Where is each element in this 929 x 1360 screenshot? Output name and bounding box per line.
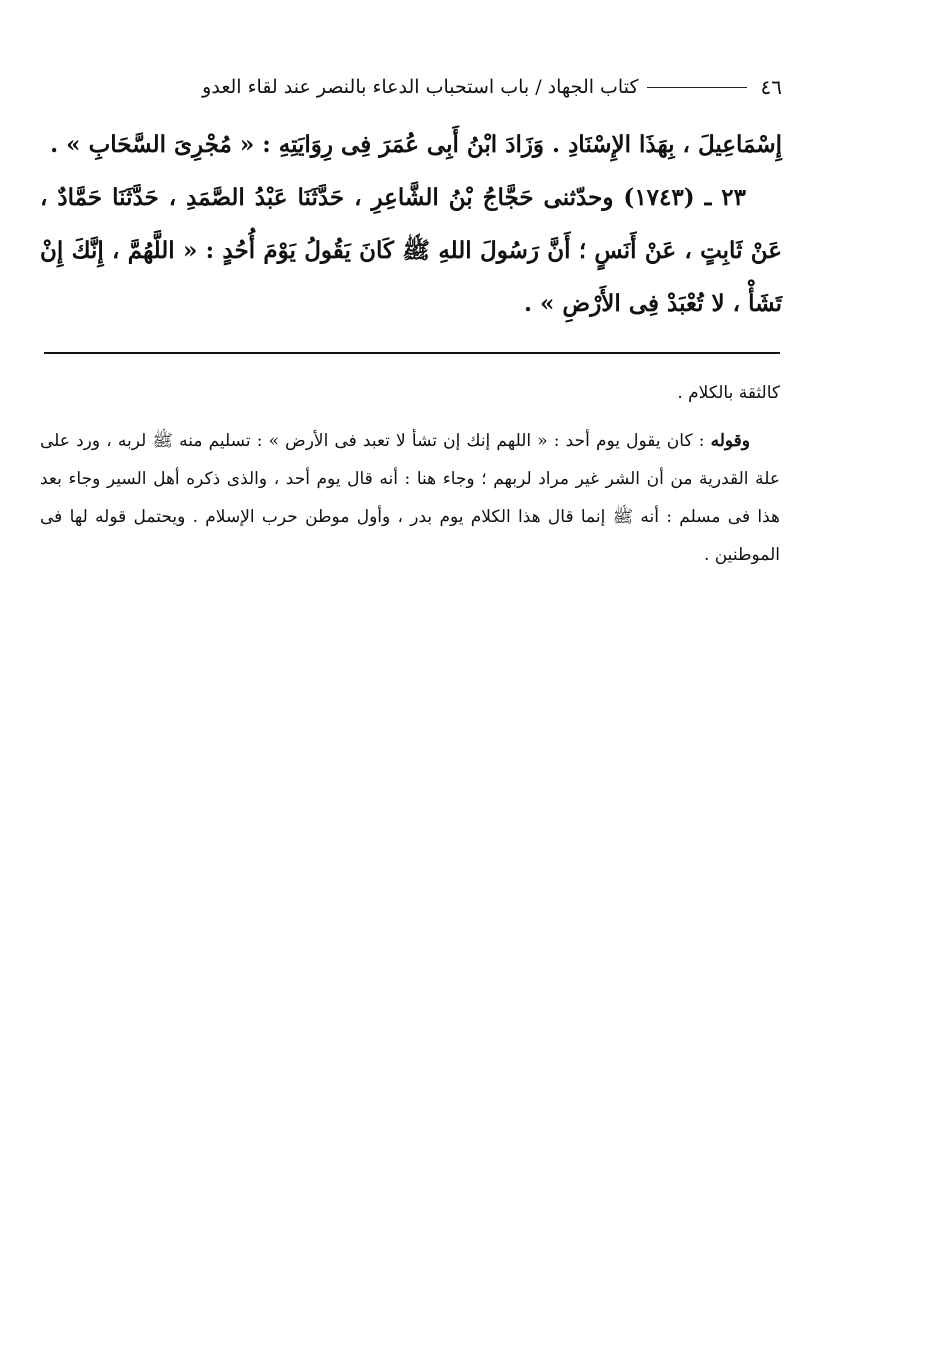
note-body: : كان يقول يوم أحد : « اللهم إنك إن تشأ لا تعبد فى الأرض » : تسليم منه ﷺ لربه ، ورد على علة القدرية من أن الشر غير مراد لربهم ؛ وجاء هنا : أنه قال يوم أحد ، والذى ذكره أهل السير وجاء بعد هذا فى مسلم : أنه ﷺ إنما قال هذا الكلام يوم بدر ، وأول موطن حرب الإسلام . ويحتمل قوله لها فى الموطنين . [40, 431, 780, 565]
hadith-paragraph-2: ٢٣ ـ (١٧٤٣) وحدّثنى حَجَّاجُ بْنُ الشَّاعِرِ ، حَدَّثَنَا عَبْدُ الصَّمَدِ ، حَدَّثَنَا حَمَّادٌ ، عَنْ ثَابِتٍ ، عَنْ أَنَسٍ ؛ أَنَّ رَسُولَ اللهِ ﷺ كَانَ يَقُولُ يَوْمَ أُحُدٍ : « اللَّهُمَّ ، إِنَّكَ إِنْ تَشَأْ ، لا تُعْبَدْ فِى الأَرْضِ » . [40, 184, 782, 317]
header-dash [647, 87, 747, 88]
page-header [40, 70, 782, 104]
hadith-paragraph-1: إِسْمَاعِيلَ ، بِهَذَا الإِسْنَادِ . وَزَادَ ابْنُ أَبِى عُمَرَ فِى رِوَايَتِهِ : « مُجْرِىَ السَّحَابِ » . [50, 131, 782, 158]
footnote-divider [44, 352, 780, 354]
commentary-notes [40, 374, 780, 574]
hadith-text [40, 118, 782, 330]
note-lead-word: وقوله [710, 431, 750, 451]
page-number: ٤٦ [760, 75, 782, 99]
commentary-note-2 [40, 422, 780, 574]
commentary-note-1: كالثقة بالكلام . [677, 383, 780, 403]
running-title: كتاب الجهاد / باب استحباب الدعاء بالنصر عند لقاء العدو [202, 76, 639, 98]
